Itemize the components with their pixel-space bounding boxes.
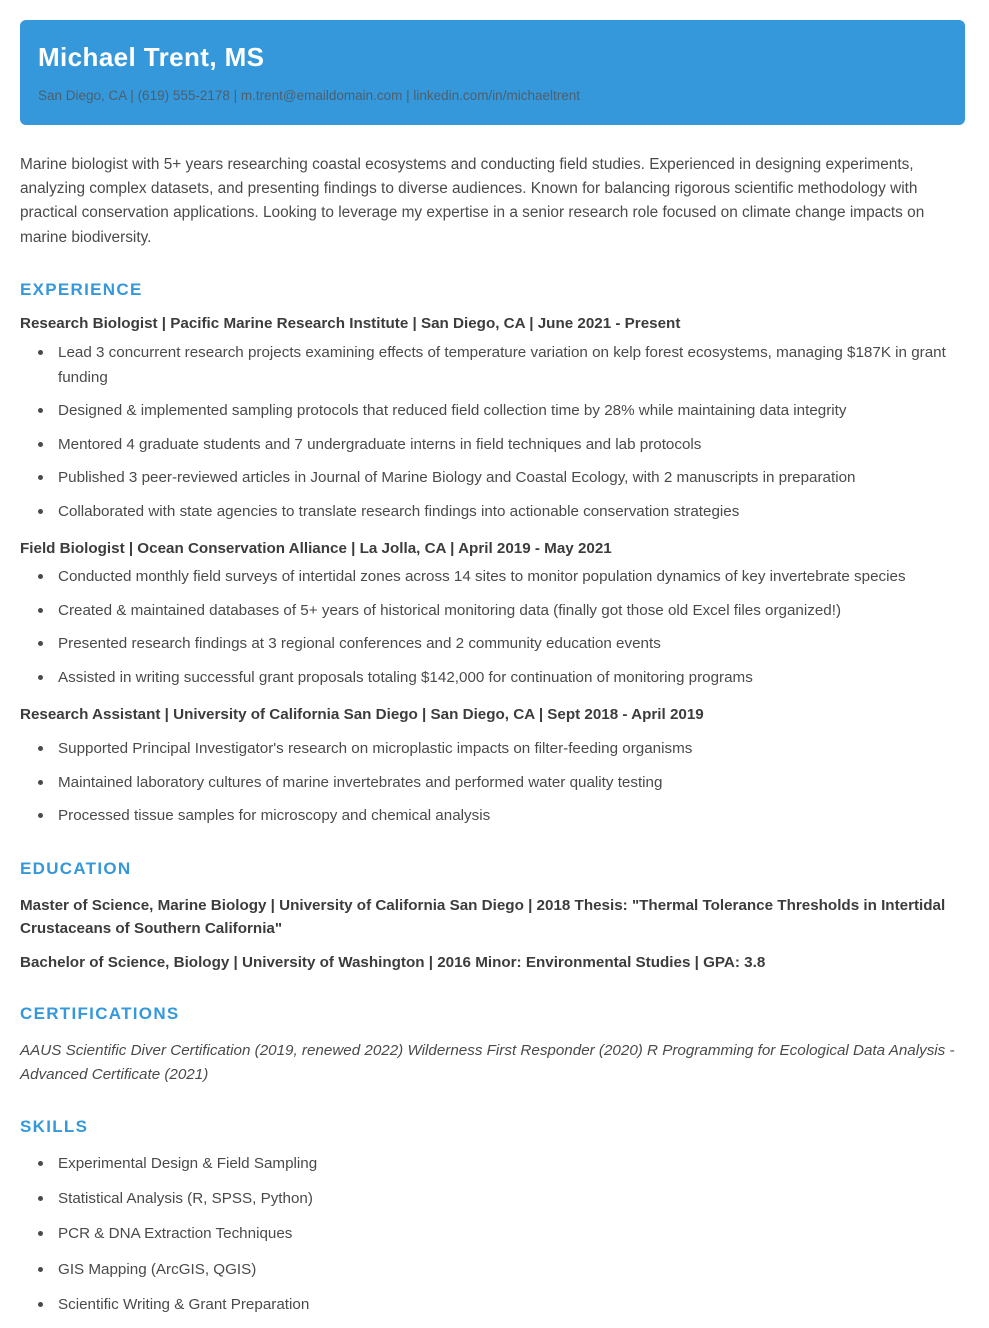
list-item: [38, 565, 965, 599]
list-item-text: Statistical Analysis (R, SPSS, Python): [58, 1189, 313, 1207]
job-title: Research Assistant | University of California San Diego | San Diego, CA | Sept 2018 - April 2019: [20, 705, 704, 723]
page-title: Michael Trent, MS: [38, 42, 265, 72]
list-item: [38, 632, 965, 666]
list-item: [38, 771, 965, 805]
section-heading-education: EDUCATION: [20, 859, 132, 879]
certifications-text: AAUS Scientific Diver Certification (2019, renewed 2022) Wilderness First Responder (2020) R Programming for Ecological Data Analysis - Advanced Certificate (2021): [20, 1041, 955, 1083]
list-item-text: Lead 3 concurrent research projects examining effects of temperature variation on kelp forest ecosystems, managing $187K in grant funding: [58, 343, 946, 386]
list-item-text: Published 3 peer-reviewed articles in Journal of Marine Biology and Coastal Ecology, with 2 manuscripts in preparation: [58, 469, 856, 487]
bullet-dot-icon: [38, 780, 43, 785]
list-item: [38, 1258, 965, 1293]
list-item: [38, 1187, 965, 1222]
bullet-dot-icon: [38, 608, 43, 613]
list-item-text: Designed & implemented sampling protocols that reduced field collection time by 28% while maintaining data integrity: [58, 402, 847, 420]
experience-job: [20, 705, 965, 829]
list-item: [38, 1293, 965, 1328]
bullet-dot-icon: [38, 813, 43, 818]
list-item: [38, 500, 965, 525]
list-item-text: Experimental Design & Field Sampling: [58, 1154, 318, 1172]
bullet-dot-icon: [38, 442, 43, 447]
list-item: [38, 399, 965, 433]
list-item: [38, 737, 965, 771]
list-item-text: GIS Mapping (ArcGIS, QGIS): [58, 1260, 257, 1278]
list-item: [38, 466, 965, 500]
list-item-text: Conducted monthly field surveys of intertidal zones across 14 sites to monitor population dynamics of key invertebrate species: [58, 568, 906, 586]
section-heading-skills: SKILLS: [20, 1117, 89, 1137]
bullet-dot-icon: [38, 350, 43, 355]
list-item-text: Assisted in writing successful grant proposals totaling $142,000 for continuation of monitoring programs: [58, 669, 753, 687]
experience-job: [20, 539, 965, 691]
bullet-dot-icon: [38, 574, 43, 579]
education-entry: Master of Science, Marine Biology | University of California San Diego | 2018 Thesis: "Thermal Tolerance Thresholds in Intertidal Crustaceans of Southern California": [20, 896, 946, 938]
bullet-dot-icon: [38, 408, 43, 413]
list-item-text: Maintained laboratory cultures of marine invertebrates and performed water quality testing: [58, 773, 663, 791]
bullet-dot-icon: [38, 1231, 43, 1236]
bullet-dot-icon: [38, 509, 43, 514]
list-item-text: Processed tissue samples for microscopy and chemical analysis: [58, 807, 491, 825]
bullet-dot-icon: [38, 1267, 43, 1272]
bullet-dot-icon: [38, 746, 43, 751]
list-item: [38, 599, 965, 633]
section-heading-experience: EXPERIENCE: [20, 280, 143, 300]
job-title: Research Biologist | Pacific Marine Research Institute | San Diego, CA | June 2021 - Present: [20, 315, 681, 333]
list-item: [38, 1222, 965, 1257]
skills-list: [20, 1152, 965, 1328]
list-item: [38, 433, 965, 467]
list-item: [38, 1152, 965, 1187]
experience-job: [20, 314, 965, 524]
resume-content: [0, 153, 989, 1328]
job-bullet-list: [20, 341, 965, 525]
education-entry: Bachelor of Science, Biology | University of Washington | 2016 Minor: Environmental Studies | GPA: 3.8: [20, 953, 766, 971]
list-item-text: Supported Principal Investigator's research on microplastic impacts on filter-feeding organisms: [58, 740, 693, 758]
list-item-text: Mentored 4 graduate students and 7 undergraduate interns in field techniques and lab protocols: [58, 435, 702, 453]
professional-summary: Marine biologist with 5+ years researching coastal ecosystems and conducting field studies. Experienced in designing experiments, analyzing complex datasets, and presenting findings to diverse audiences. Known for balancing rigorous scientific methodology with practical conservation applications. Looking to leverage my expertise in a senior research role focused on climate change impacts on marine biodiversity.: [20, 155, 925, 246]
bullet-dot-icon: [38, 641, 43, 646]
bullet-dot-icon: [38, 675, 43, 680]
resume-header-banner: [20, 20, 965, 125]
job-bullet-list: [20, 737, 965, 829]
section-heading-certifications: CERTIFICATIONS: [20, 1004, 180, 1024]
list-item-text: Scientific Writing & Grant Preparation: [58, 1295, 310, 1313]
bullet-dot-icon: [38, 1196, 43, 1201]
contact-line: San Diego, CA | (619) 555-2178 | m.trent@emaildomain.com | linkedin.com/in/michaeltrent: [38, 88, 580, 104]
list-item: [38, 804, 965, 829]
job-bullet-list: [20, 565, 965, 691]
job-title: Field Biologist | Ocean Conservation Alliance | La Jolla, CA | April 2019 - May 2021: [20, 539, 612, 557]
bullet-dot-icon: [38, 475, 43, 480]
list-item-text: Presented research findings at 3 regional conferences and 2 community education events: [58, 635, 661, 653]
list-item: [38, 341, 965, 399]
list-item: [38, 666, 965, 691]
bullet-dot-icon: [38, 1302, 43, 1307]
list-item-text: Collaborated with state agencies to translate research findings into actionable conservation strategies: [58, 503, 740, 521]
list-item-text: PCR & DNA Extraction Techniques: [58, 1225, 293, 1243]
list-item-text: Created & maintained databases of 5+ years of historical monitoring data (finally got those old Excel files organized!): [58, 601, 842, 619]
bullet-dot-icon: [38, 1161, 43, 1166]
